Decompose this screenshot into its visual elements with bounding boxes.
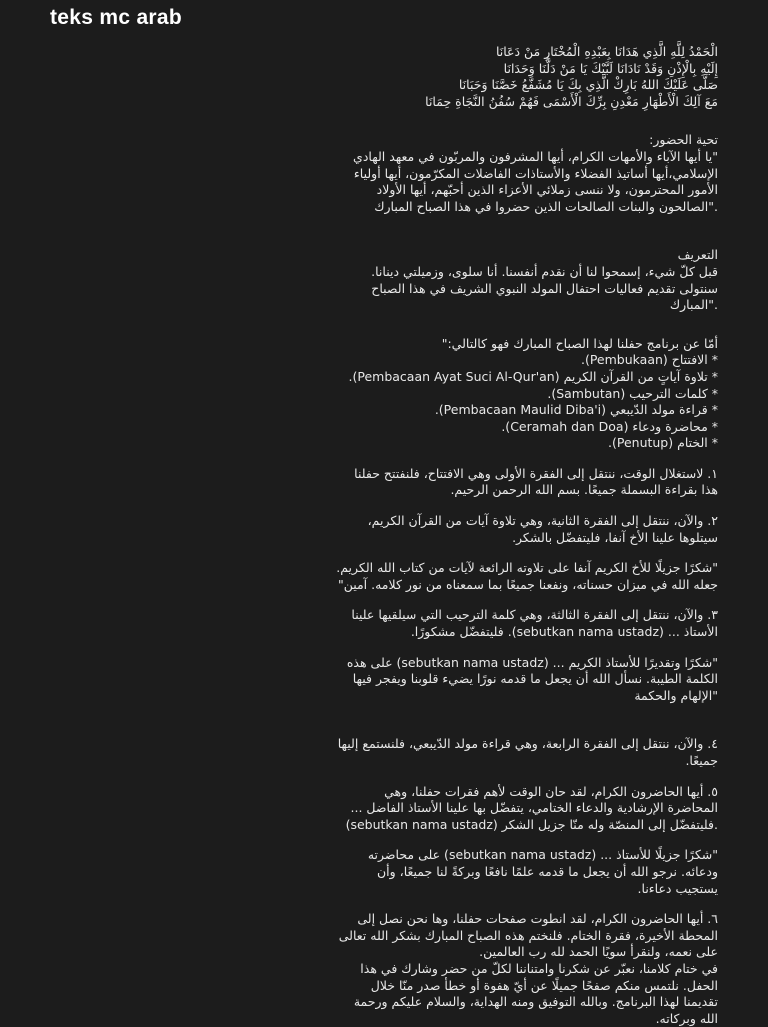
step-line: المحاضرة الإرشادية والدعاء الختامي، يتفضّل بها علينا الأستاذ الفاضل ... (350, 800, 718, 816)
step-line: "شكرًا جزيلًا للأستاذ ... (sebutkan nama ustadz) على محاضرته (367, 847, 718, 863)
opening-poem (50, 44, 718, 110)
intro-line: سنتولى تقديم فعاليات احتفال المولد النبوي الشريف في هذا الصباح (371, 280, 718, 296)
step-line: "شكرًا وتقديرًا للأستاذ الكريم ... (sebutkan nama ustadz) على هذه (346, 654, 718, 670)
greeting-heading: تحية الحضور: (649, 132, 718, 148)
poem-line: الْحَمْدُ لِلَّهِ الَّذِي هَدَانَا بِعَبْدِهِ الْمُخْتَارِ مَنْ دَعَانَا (495, 44, 718, 59)
agenda-section (50, 336, 718, 452)
step-line: "شكرًا جزيلًا للأخ الكريم آنفا على تلاوته الرائعة لآيات من كتاب الله الكريم. (336, 560, 718, 576)
agenda-intro: أمّا عن برنامج حفلنا لهذا الصباح المبارك فهو كالتالي:" (441, 335, 718, 351)
agenda-item: * كلمات الترحيب (Sambutan). (547, 385, 718, 401)
greeting-line: الإسلامي،أيها أساتيذ الفضلاء والأستاذات الفاضلات المكرّمون، أيها أولياء (353, 165, 718, 181)
intro-section (50, 247, 718, 313)
agenda-item: * الافتتاح (Pembukaan). (580, 352, 718, 368)
step-line: ٣. والآن، ننتقل إلى الفقرة الثالثة، وهي كلمة الترحيب التي سيلقيها علينا (351, 607, 718, 623)
step-line: ٦. أيها الحاضرون الكرام، لقد انطوت صفحات حفلنا، وها نحن نصل إلى (357, 911, 718, 927)
step-line: هذا بقراءة البسملة جميعًا. بسم الله الرحمن الرحيم. (450, 482, 718, 498)
step-line: المحطة الأخيرة، فقرة الختام. فلنختم هذه الصباح المبارك بشكر الله تعالى (338, 927, 718, 943)
step-5 (50, 784, 718, 834)
step-1 (50, 466, 718, 499)
agenda-item: * قراءة مولد الدّيبعي (Pembacaan Maulid Diba'i). (434, 402, 718, 418)
step-2 (50, 513, 718, 546)
step-5-thanks (50, 847, 718, 897)
step-line: ١. لاستغلال الوقت، ننتقل إلى الفقرة الأولى وهي الافتتاح، فلنفتتح حفلنا (354, 465, 718, 481)
intro-heading: التعريف (677, 247, 718, 263)
greeting-line: الأمور المحترمون، ولا ننسى زملائي الأعزاء الذين أحبّهم، أيها الأولاد (376, 182, 718, 198)
step-line: الأستاذ ... (sebutkan nama ustadz). فليتفضّل مشكورًا. (410, 624, 718, 640)
greeting-line: "يا أيها الآباء والأمهات الكرام، أيها المشرفون والمربّون في معهد الهادي (353, 148, 718, 164)
step-line: على نعمه، ولنقرأ سويًا الحمد لله رب العالمين. (479, 944, 718, 960)
step-line: "الإلهام والحكمة (634, 687, 718, 703)
step-3-thanks (50, 655, 718, 705)
intro-line: قبل كلّ شيء، إسمحوا لنا أن نقدم أنفسنا. أنا سلوى، وزميلتي دينانا. (371, 263, 718, 279)
intro-line: ."المبارك (669, 297, 718, 313)
step-2-thanks (50, 560, 718, 593)
step-6 (50, 911, 718, 1027)
step-line: الحفل. نلتمس منكم صفحًا جميلًا عن أيّ هفوة أو خطأ صدر منّا خلال (370, 977, 718, 993)
step-line: الله وبركاته. (655, 1010, 718, 1026)
poem-line: مَعَ آلِكَ الْأَطْهَارِ مَعْدِنِ بِرِّكَ الْأَسْمَى فَهُمْ سُفُنُ النَّجَاةِ حِمَانَا (425, 93, 718, 109)
document-title: teks mc arab (50, 6, 183, 29)
step-line: الكلمة الطيبة. نسأل الله أن يجعل ما قدمه نورًا يضيء قلوبنا ويفجر فيها (352, 671, 718, 687)
agenda-item: * الختام (Penutup). (608, 435, 718, 451)
step-line: جميعًا. (685, 753, 718, 768)
step-line: ٢. والآن، ننتقل إلى الفقرة الثانية، وهي تلاوة آيات من القرآن الكريم، (367, 513, 718, 529)
poem-line: إِلَيْهِ بِالْإِذْنِ وَقَدْ نَادَانَا لَبَّيْكَ يَا مَنْ دَلَّنَا وَحَدَانَا (503, 60, 718, 76)
step-line: جعله الله في ميزان حسناته، ونفعنا جميعًا بما سمعناه من نور كلامه. آمين" (337, 576, 718, 592)
step-line: ٥. أيها الحاضرون الكرام، لقد حان الوقت لأهم فقرات حفلنا، وهي (384, 783, 718, 799)
step-4 (50, 736, 718, 769)
step-line: في ختام كلامنا، نعبّر عن شكرنا وامتناننا لكلّ من حضر وشارك في هذا (360, 960, 718, 976)
greeting-line: ."الصالحون والبنات الصالحات الذين حضروا في هذا الصباح المبارك (374, 198, 718, 214)
step-3 (50, 607, 718, 640)
agenda-item: * محاضرة ودعاء (Ceramah dan Doa). (501, 418, 718, 434)
greeting-section (50, 132, 718, 215)
step-line: يستجيب دعاءنا. (637, 880, 718, 896)
document (50, 6, 718, 1027)
agenda-item: * تلاوة آياتٍ من القرآن الكريم (Pembacaan Ayat Suci Al-Qur'an). (348, 368, 718, 384)
poem-line: صَلَّى عَلَيْكَ اللهُ بَارِكْ الَّذِي بِكَ يَا مُشَفَّعُ خَصَّنَا وَحَبَانَا (458, 77, 718, 93)
step-line: (sebutkan nama ustadz) فليتفضّل إلى المنصّة وله منّا جزيل الشكر. (345, 816, 718, 832)
step-line: تقديمنا لهذا البرنامج. وبالله التوفيق ومنه الهداية، والسلام عليكم ورحمة (353, 994, 718, 1010)
step-line: سيتلوها علينا الأخ آنفا، فليتفضّل بالشكر. (512, 529, 718, 545)
step-line: ودعائه. نرجو الله أن يجعل ما قدمه علمًا نافعًا وبركةً لنا جميعًا، وأن (377, 863, 718, 879)
step-line: ٤. والآن، ننتقل إلى الفقرة الرابعة، وهي قراءة مولد الدّيبعي، فلنستمع إليها (337, 736, 718, 752)
